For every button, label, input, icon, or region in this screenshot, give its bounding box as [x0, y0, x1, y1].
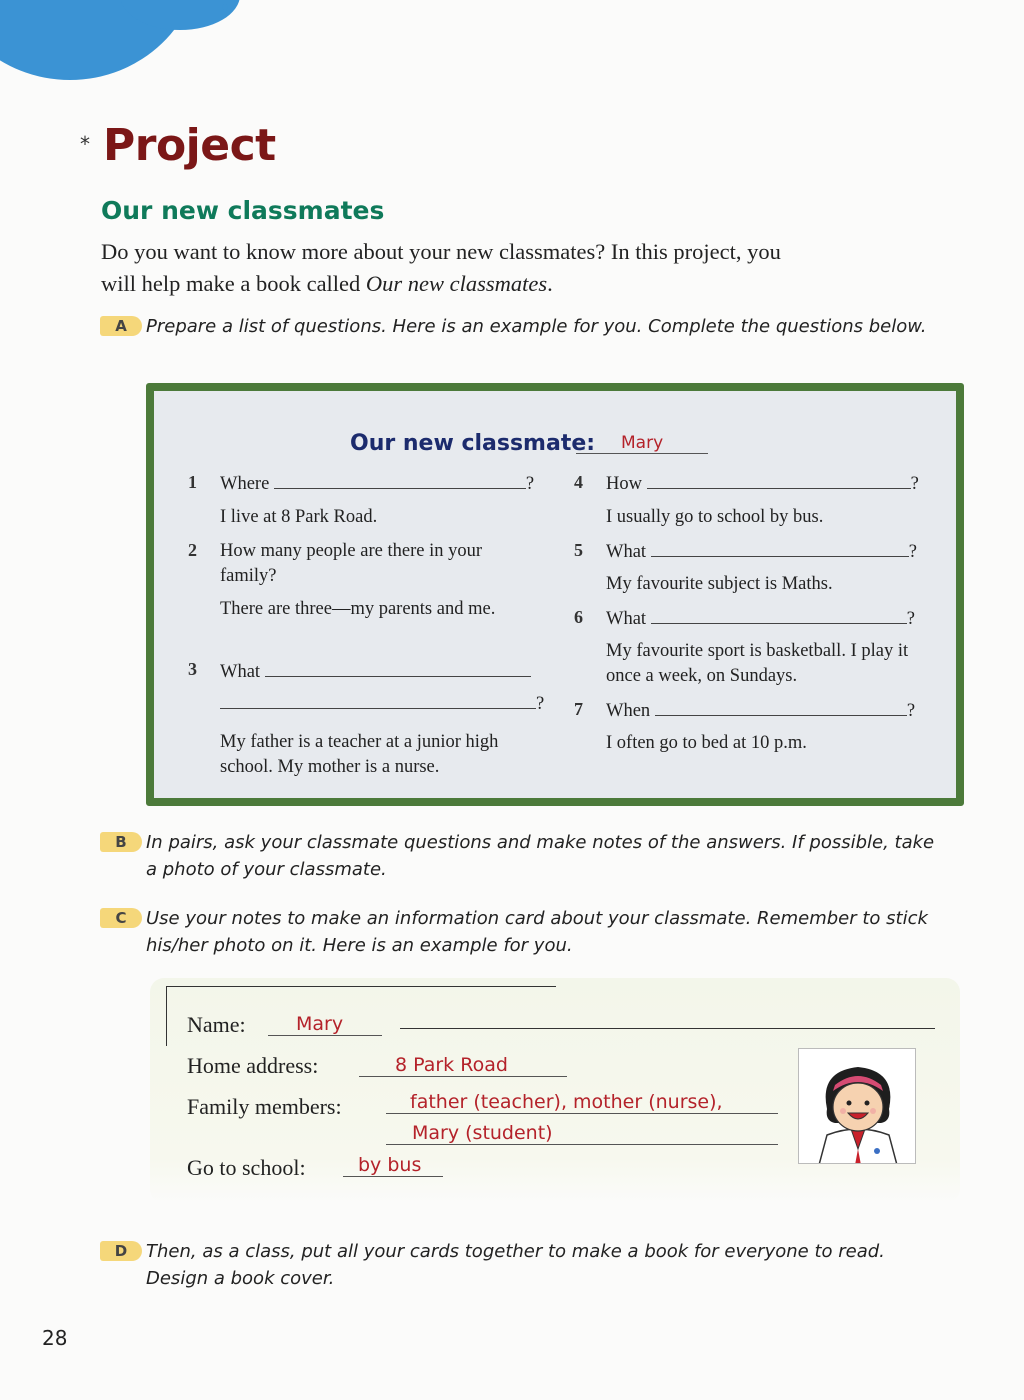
task-letter-a: A	[100, 316, 142, 336]
task-b	[100, 829, 950, 883]
classmate-name: Mary	[576, 433, 708, 454]
question-6	[606, 606, 915, 632]
question-number: 3	[188, 659, 197, 679]
question-number: 6	[574, 607, 583, 627]
task-text-d: Then, as a class, put all your cards together to make a book for everyone to read. Design a book cover.	[146, 1241, 885, 1289]
answer-1: I live at 8 Park Road.	[220, 507, 378, 527]
question-2: How many people are there in your family?	[220, 541, 482, 586]
intro-line-1: Do you want to know more about your new classmates? In this project, you	[101, 239, 781, 264]
question-number: 1	[188, 472, 197, 492]
address-value[interactable]: 8 Park Road	[359, 1054, 567, 1077]
task-a	[100, 313, 950, 340]
question-4	[606, 471, 919, 497]
intro-paragraph	[101, 236, 961, 300]
question-mark: ?	[906, 609, 915, 629]
answer-7: I often go to bed at 10 p.m.	[606, 733, 807, 753]
star-mark: *	[80, 132, 90, 156]
question-number: 5	[574, 540, 583, 560]
answer-blank[interactable]	[651, 539, 909, 557]
answer-blank[interactable]	[655, 698, 907, 716]
question-3	[220, 659, 531, 685]
task-text-b: In pairs, ask your classmate questions and make notes of the answers. If possible, take a photo of your classmate.	[146, 832, 935, 880]
questions-box	[146, 383, 964, 806]
name-value[interactable]: Mary	[268, 1013, 382, 1036]
question-prompt: Where	[220, 474, 270, 494]
task-c	[100, 905, 950, 959]
question-prompt: How	[606, 474, 642, 494]
question-5	[606, 539, 917, 565]
task-text-c: Use your notes to make an information card about your classmate. Remember to stick his/her photo on it. Here is an example for you.	[146, 908, 928, 956]
question-prompt: What	[606, 542, 647, 562]
answer-blank[interactable]	[265, 659, 531, 677]
task-letter-d: D	[100, 1241, 142, 1261]
family-value-line-1[interactable]: father (teacher), mother (nurse),	[386, 1091, 778, 1114]
question-mark: ?	[536, 694, 545, 714]
answer-6: My favourite sport is basketball. I play it once a week, on Sundays.	[606, 641, 909, 686]
answer-2: There are three—my parents and me.	[220, 599, 496, 619]
school-label: Go to school:	[187, 1155, 306, 1180]
question-number: 2	[188, 540, 197, 560]
question-mark: ?	[910, 474, 919, 494]
classmate-photo	[798, 1048, 916, 1164]
page-number: 28	[42, 1326, 68, 1350]
answer-blank[interactable]	[647, 471, 911, 489]
question-mark: ?	[908, 542, 917, 562]
intro-line-2: will help make a book called	[101, 271, 366, 296]
question-prompt: When	[606, 701, 651, 721]
question-prompt: What	[220, 662, 261, 682]
question-mark: ?	[906, 701, 916, 721]
page-title: Project	[103, 120, 276, 171]
question-mark: ?	[525, 474, 535, 494]
school-value[interactable]: by bus	[343, 1154, 443, 1177]
card-top-line	[400, 1028, 935, 1029]
family-value-line-2[interactable]: Mary (student)	[386, 1122, 778, 1145]
task-letter-c: C	[100, 908, 142, 928]
intro-line-end: .	[547, 271, 553, 296]
family-label: Family members:	[187, 1094, 342, 1119]
book-title: Our new classmates	[365, 271, 548, 296]
box-title: Our new classmate:	[350, 431, 596, 456]
task-letter-b: B	[100, 832, 142, 852]
info-card	[150, 978, 960, 1203]
question-prompt: What	[606, 609, 647, 629]
task-text-a: Prepare a list of questions. Here is an example for you. Complete the questions below.	[146, 316, 927, 337]
girl-cartoon-icon	[799, 1049, 916, 1164]
question-3-continued	[220, 691, 544, 717]
answer-blank[interactable]	[220, 691, 536, 709]
answer-blank[interactable]	[651, 606, 907, 624]
answer-blank[interactable]	[274, 471, 526, 489]
page-subtitle: Our new classmates	[101, 196, 385, 225]
question-number: 7	[574, 699, 583, 719]
answer-5: My favourite subject is Maths.	[606, 574, 833, 594]
question-1	[220, 471, 534, 497]
task-d	[100, 1238, 950, 1292]
address-label: Home address:	[187, 1053, 319, 1078]
answer-3: My father is a teacher at a junior high school. My mother is a nurse.	[220, 732, 499, 777]
decoration-dot	[222, 4, 228, 10]
question-number: 4	[574, 472, 583, 492]
question-7	[606, 698, 915, 724]
answer-4: I usually go to school by bus.	[606, 507, 824, 527]
name-label: Name:	[187, 1012, 246, 1037]
